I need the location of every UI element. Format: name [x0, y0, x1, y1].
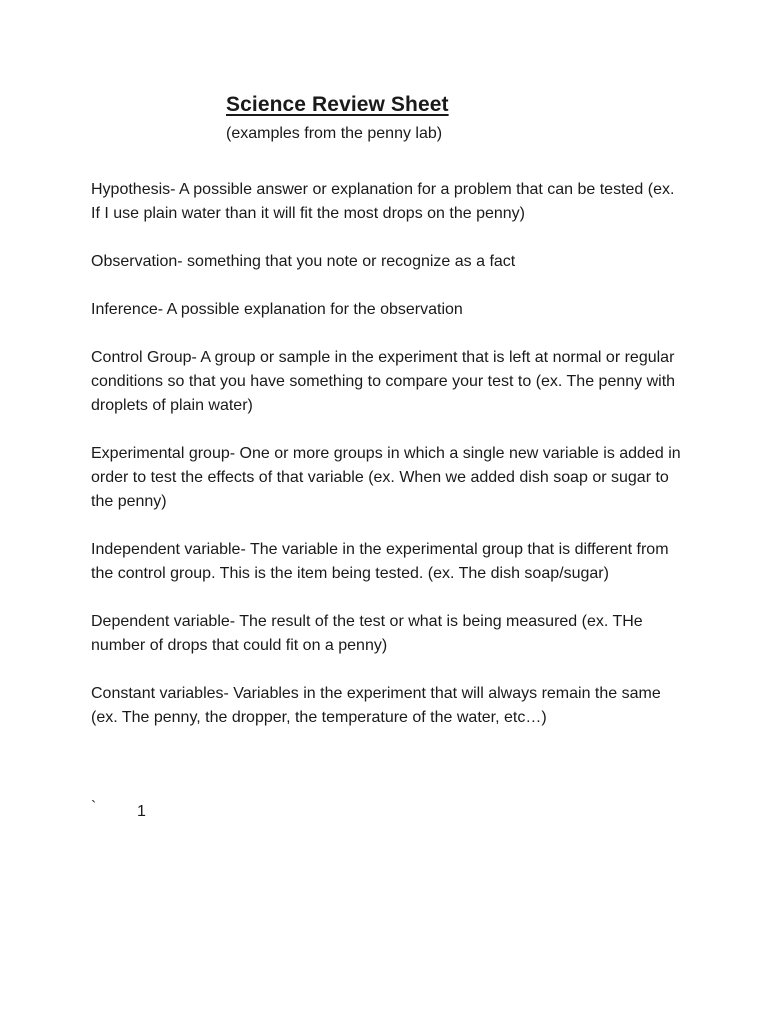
definition-experimental-group: Experimental group- One or more groups in which a single new variable is added in order to test the effects of that variable (ex. When we added dish soap or sugar to the penny) [91, 445, 681, 510]
definition-dependent-variable: Dependent variable- The result of the test or what is being measured (ex. THe number of drops that could fit on a penny) [91, 613, 643, 654]
definition-control-group: Control Group- A group or sample in the experiment that is left at normal or regular conditions so that you have something to compare your test to (ex. The penny with droplets of plain water) [91, 349, 676, 414]
definition-independent-variable: Independent variable- The variable in the experimental group that is different from the control group. This is the item being tested. (ex. The dish soap/sugar) [91, 541, 669, 582]
footer-backtick: ` [91, 799, 97, 816]
definition-constant-variables: Constant variables- Variables in the experiment that will always remain the same (ex. The penny, the dropper, the temperature of the water, etc…) [91, 685, 661, 726]
definition-hypothesis: Hypothesis- A possible answer or explanation for a problem that can be tested (ex. If I use plain water than it will fit the most drops on the penny) [91, 181, 675, 222]
page-number: 1 [137, 803, 146, 820]
definition-observation: Observation- something that you note or recognize as a fact [91, 253, 516, 270]
definitions-list [91, 178, 681, 754]
definition-inference: Inference- A possible explanation for the observation [91, 301, 463, 318]
page-title: Science Review Sheet [226, 93, 449, 116]
page-subtitle: (examples from the penny lab) [226, 125, 443, 142]
